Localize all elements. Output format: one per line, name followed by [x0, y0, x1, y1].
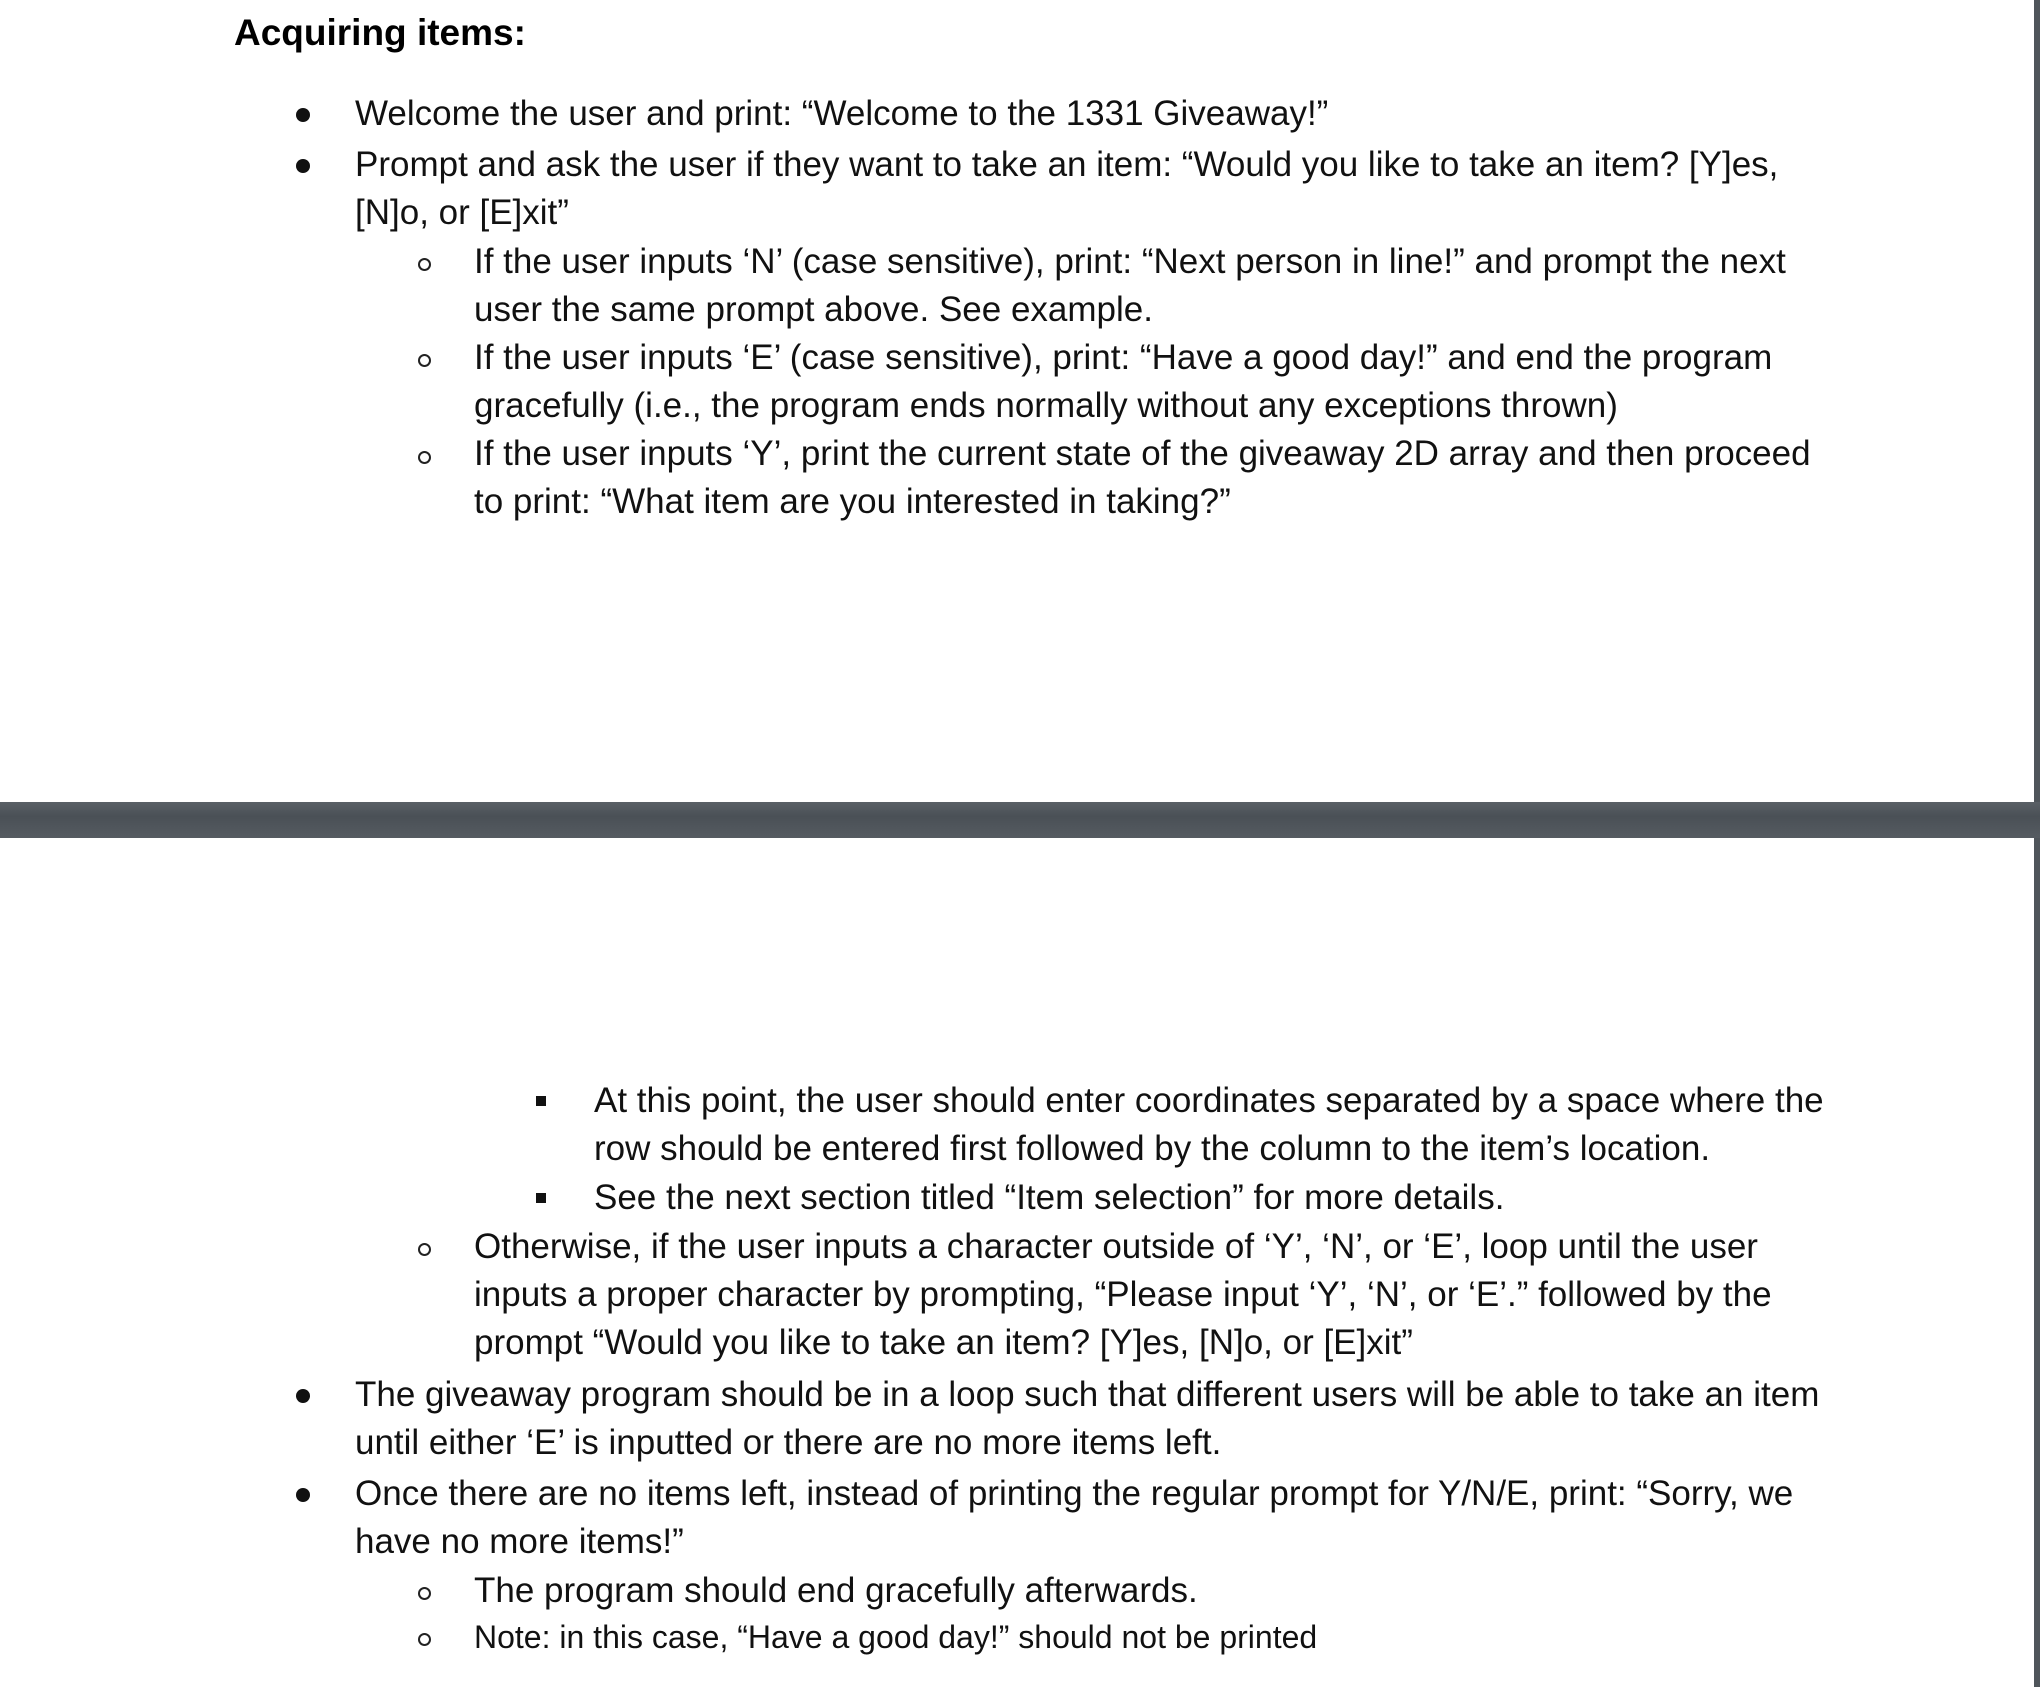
sub-sub-item-see-next-section: See the next section titled “Item selection” for more details.: [594, 1178, 1505, 1217]
bullet-text-no-items-line2: have no more items!”: [355, 1522, 684, 1561]
bullet-text-prompt-line2: [N]o, or [E]xit”: [355, 193, 569, 232]
sub-sub-item-coordinates-line1: At this point, the user should enter coordinates separated by a space where the: [594, 1081, 1824, 1120]
sub-item-n-line2: user the same prompt above. See example.: [474, 290, 1153, 329]
sub-bullet-marker: [418, 451, 431, 464]
page-right-edge: [2034, 838, 2040, 1687]
bullet-text-welcome: Welcome the user and print: “Welcome to the 1331 Giveaway!”: [355, 94, 1329, 133]
sub-bullet-marker: [418, 258, 431, 271]
document-page-1: [0, 0, 2040, 802]
bullet-marker: [296, 159, 310, 173]
sub-sub-bullet-marker: [536, 1193, 546, 1203]
sub-item-otherwise-line1: Otherwise, if the user inputs a character outside of ‘Y’, ‘N’, or ‘E’, loop until the user: [474, 1227, 1758, 1266]
sub-bullet-marker: [418, 1587, 431, 1600]
sub-item-otherwise-line3: prompt “Would you like to take an item? [Y]es, [N]o, or [E]xit”: [474, 1323, 1413, 1362]
bullet-text-loop-line1: The giveaway program should be in a loop such that different users will be able to take an item: [355, 1375, 1820, 1414]
bullet-text-no-items-line1: Once there are no items left, instead of printing the regular prompt for Y/N/E, print: “Sorry, we: [355, 1474, 1794, 1513]
bullet-marker: [296, 1488, 310, 1502]
sub-item-n-line1: If the user inputs ‘N’ (case sensitive), print: “Next person in line!” and prompt the next: [474, 242, 1786, 281]
bullet-marker: [296, 1389, 310, 1403]
sub-bullet-marker: [418, 1243, 431, 1256]
bullet-text-prompt-line1: Prompt and ask the user if they want to take an item: “Would you like to take an item? [Y]es,: [355, 145, 1779, 184]
page-right-edge: [2034, 0, 2040, 802]
sub-sub-item-coordinates-line2: row should be entered first followed by the column to the item’s location.: [594, 1129, 1711, 1168]
sub-item-y-line2: to print: “What item are you interested in taking?”: [474, 482, 1231, 521]
bullet-marker: [296, 108, 310, 122]
sub-bullet-marker: [418, 354, 431, 367]
sub-item-e-line1: If the user inputs ‘E’ (case sensitive), print: “Have a good day!” and end the program: [474, 338, 1773, 377]
bullet-text-loop-line2: until either ‘E’ is inputted or there are no more items left.: [355, 1423, 1222, 1462]
sub-item-e-line2: gracefully (i.e., the program ends normally without any exceptions thrown): [474, 386, 1618, 425]
document-page-2: [0, 838, 2040, 1687]
sub-sub-bullet-marker: [536, 1096, 546, 1106]
sub-item-y-line1: If the user inputs ‘Y’, print the current state of the giveaway 2D array and then proceed: [474, 434, 1811, 473]
sub-bullet-marker: [418, 1633, 431, 1646]
page-separator: [0, 802, 2040, 838]
sub-item-end-gracefully: The program should end gracefully afterwards.: [474, 1571, 1198, 1610]
sub-item-otherwise-line2: inputs a proper character by prompting, “Please input ‘Y’, ‘N’, or ‘E’.” followed by the: [474, 1275, 1772, 1314]
sub-item-note: Note: in this case, “Have a good day!” should not be printed: [474, 1619, 1318, 1655]
section-heading: Acquiring items:: [234, 12, 526, 53]
